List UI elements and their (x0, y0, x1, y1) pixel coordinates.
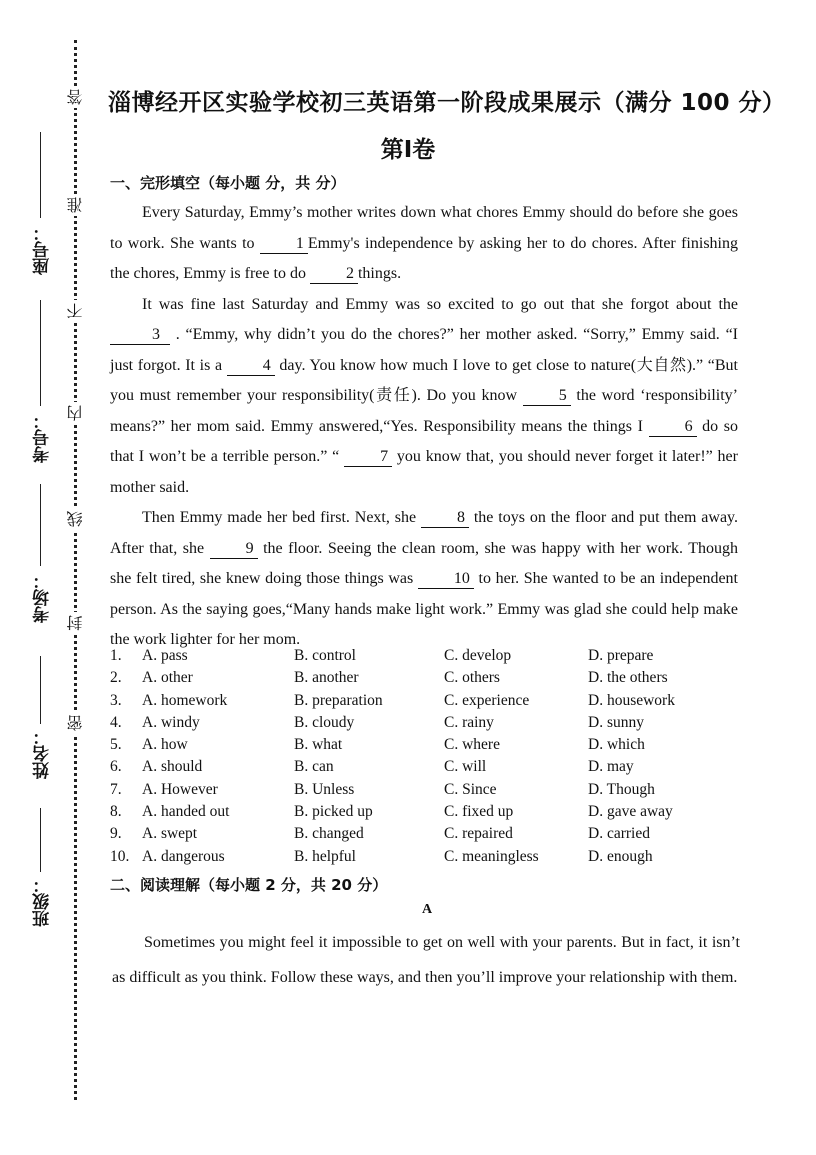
seat-number-label: 座号： (33, 224, 53, 275)
name-label: 姓名： (33, 728, 53, 779)
option-d: D. which (588, 736, 645, 754)
option-b: B. preparation (294, 691, 383, 709)
option-a: A. pass (142, 647, 188, 664)
option-b: B. changed (294, 825, 364, 843)
option-d: D. may (588, 758, 634, 776)
option-b: B. another (294, 669, 359, 687)
cloze-paragraph-2: It was fine last Saturday and Emmy was so excited to go out that she forgot about the 3 . “Emmy, why didn’t you do the chores?” her mother asked. “Sorry,” Emmy said. “I just forgot. It is a 4 day. You know how much I love to get close to nature(大自然).” “But you must remember your responsibility(责任). Do you know 5 the word ‘responsibility’ means?” her mom said. Emmy answered,“Yes. Responsibility means the things I 6 do so that I won’t be a terrible person.” “ 7 you know that, you should never forget it later!” her mother said. (110, 295, 739, 496)
option-c: C. where (444, 736, 500, 754)
option-b: B. can (294, 758, 334, 776)
option-a: A. homework (142, 691, 228, 709)
option-d: D. the others (588, 669, 668, 687)
cloze-options (110, 645, 750, 868)
option-b: B. what (294, 736, 343, 754)
option-b: B. helpful (294, 847, 356, 865)
option-b: B. picked up (294, 803, 373, 821)
seal-char-da: 答 (64, 86, 87, 108)
cloze-paragraph-3: Then Emmy made her bed first. Next, she 8 the toys on the floor and put them away. After that, she 9 the floor. Seeing the clean room, she was happy with her work. Though she felt tired, she knew doing those things was 10 to her. She wanted to be an independent person. As the saying goes,“Many hands make light work.” Emmy was glad she could help make the work lighter for her mom. (110, 509, 739, 648)
option-d: D. Though (588, 780, 655, 798)
option-a: A. handed out (142, 803, 230, 821)
blank-10: 10 (418, 570, 474, 589)
option-row: 2. A. other B. another C. others D. the others (110, 667, 750, 689)
option-row: 7. A. However B. Unless C. Since D. Though (110, 779, 750, 801)
blank-7: 7 (344, 448, 392, 467)
seal-char-zhun: 准 (64, 194, 87, 216)
option-d: D. housework (588, 691, 675, 709)
exam-title: 淄博经开区实验学校初三英语第一阶段成果展示（满分 100 分） (108, 90, 786, 116)
reading-paragraph: Sometimes you might feel it impossible to get on well with your parents. But in fact, it isn’t as difficult as you think. Follow these ways, and then you’ll improve your relationship with them. (112, 934, 740, 986)
seal-char-nei: 内 (64, 402, 87, 424)
blank-4: 4 (227, 357, 275, 376)
blank-9: 9 (210, 540, 258, 559)
option-d: D. enough (588, 847, 653, 865)
option-a: A. should (142, 758, 203, 776)
blank-6: 6 (649, 418, 697, 437)
exam-number-label: 考号： (33, 412, 53, 463)
option-b: B. control (294, 647, 356, 664)
option-c: C. experience (444, 691, 530, 709)
option-row: 6. A. should B. can C. will D. may (110, 756, 750, 778)
option-d: D. prepare (588, 647, 654, 664)
option-c: C. will (444, 758, 487, 776)
volume-heading: 第Ⅰ卷 (380, 137, 436, 163)
cloze-section-heading: 一、完形填空（每小题 分，共 分） (110, 174, 346, 192)
option-c: C. rainy (444, 713, 494, 731)
option-b: B. cloudy (294, 713, 355, 731)
option-c: C. others (444, 669, 500, 687)
exam-room-line (40, 484, 41, 566)
name-line (40, 656, 41, 724)
option-row: 5. A. how B. what C. where D. which (110, 734, 750, 756)
option-c: C. meaningless (444, 847, 539, 865)
option-row: 1. A. pass B. control C. develop D. prepare (110, 645, 750, 667)
reading-section-heading: 二、阅读理解（每小题 2 分，共 20 分） (110, 876, 388, 894)
reading-part-letter: A (421, 902, 433, 917)
class-label: 班级： (33, 876, 53, 927)
option-c: C. Since (444, 780, 497, 798)
blank-5: 5 (523, 387, 571, 406)
option-row: 8. A. handed out B. picked up C. fixed up D. gave away (110, 801, 750, 823)
cloze-paragraph-1: Every Saturday, Emmy’s mother writes down what chores Emmy should do before she goes to work. She wants to 1 Emmy's independence by asking her to do chores. After finishing the chores, Emmy is free to do 2 things. (110, 204, 738, 282)
option-a: A. dangerous (142, 847, 225, 865)
blank-2: 2 (310, 265, 358, 284)
option-c: C. fixed up (444, 803, 514, 821)
option-b: B. Unless (294, 780, 355, 798)
option-d: D. gave away (588, 803, 673, 821)
class-line (40, 808, 41, 872)
option-row: 3. A. homework B. preparation C. experience D. housework (110, 690, 750, 712)
option-a: A. how (142, 736, 188, 754)
seal-char-feng: 封 (64, 612, 87, 634)
option-c: C. repaired (444, 825, 513, 843)
option-row: 9. A. swept B. changed C. repaired D. carried (110, 823, 750, 845)
exam-room-label: 考场： (33, 572, 53, 623)
blank-3: 3 (110, 326, 170, 345)
option-row: 4. A. windy B. cloudy C. rainy D. sunny (110, 712, 750, 734)
blank-8: 8 (421, 509, 469, 528)
seal-char-mi: 密 (64, 712, 87, 734)
option-a: A. windy (142, 713, 200, 731)
option-d: D. carried (588, 825, 650, 843)
cloze-passage (110, 198, 738, 656)
blank-1: 1 (260, 235, 308, 254)
option-a: A. However (142, 780, 218, 798)
option-a: A. other (142, 669, 193, 687)
option-d: D. sunny (588, 713, 644, 731)
option-row: 10. A. dangerous B. helpful C. meaningless D. enough (110, 846, 750, 868)
seal-char-xian: 线 (64, 508, 87, 530)
option-c: C. develop (444, 647, 512, 664)
exam-number-line (40, 300, 41, 406)
reading-passage (112, 926, 740, 995)
option-a: A. swept (142, 825, 198, 843)
seal-char-bu: 不 (64, 300, 87, 322)
